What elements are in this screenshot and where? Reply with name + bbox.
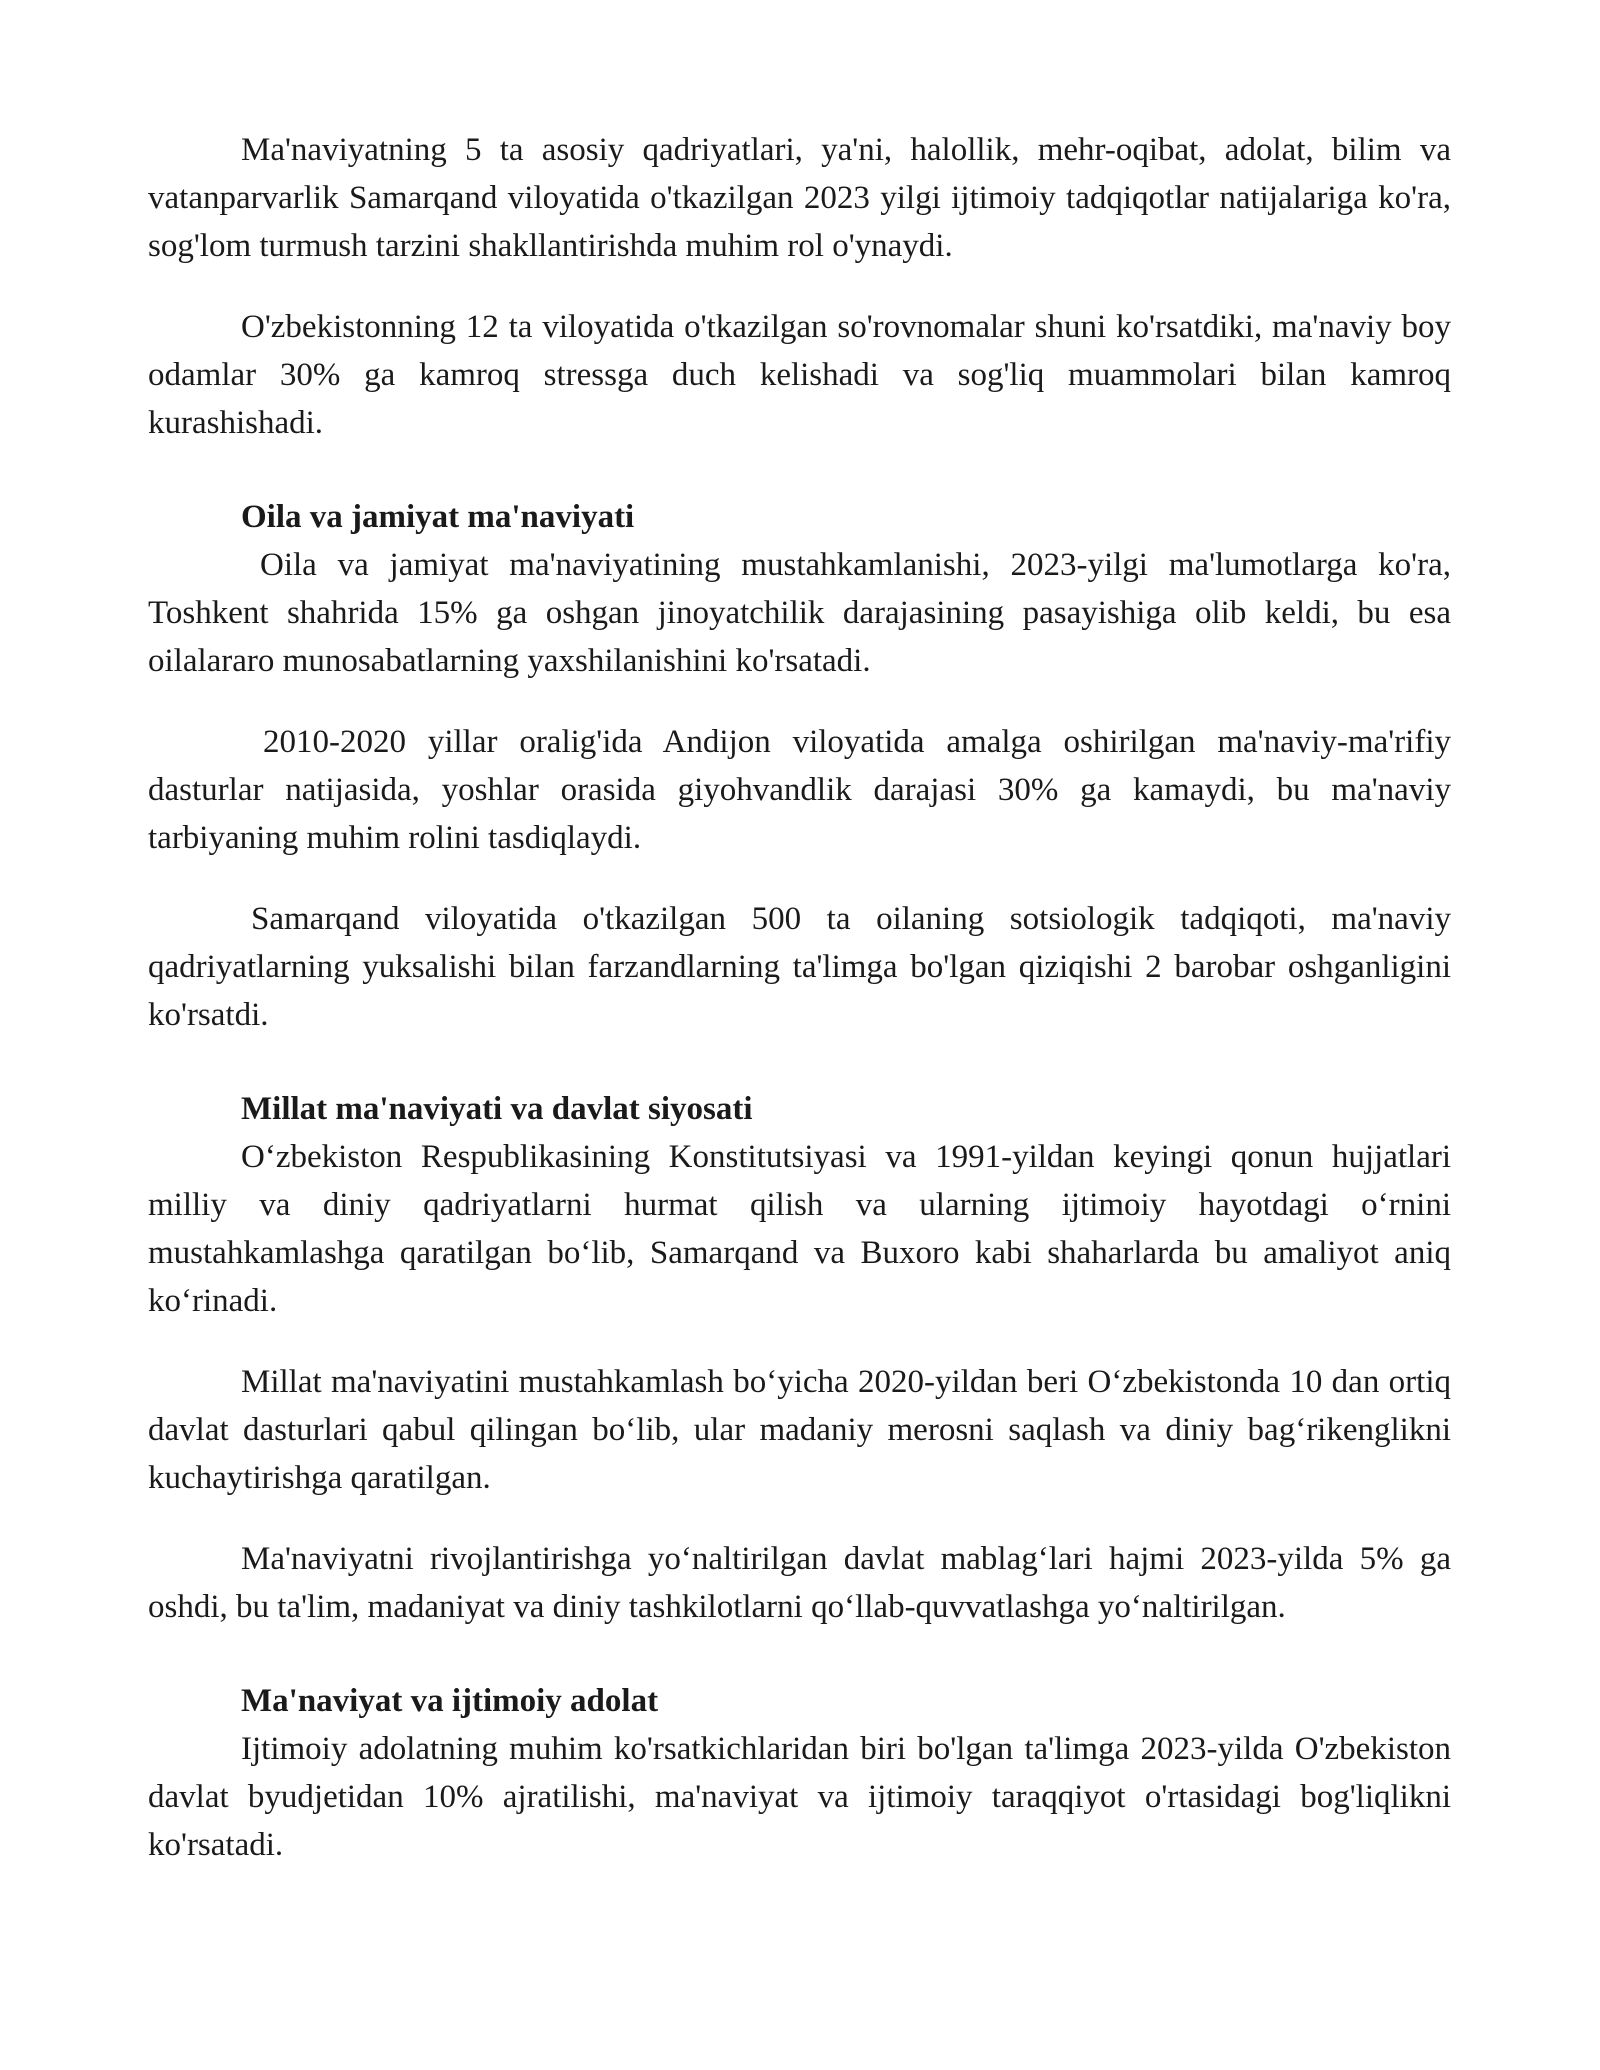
paragraph-intro-1: Ma'naviyatning 5 ta asosiy qadriyatlari, ya'ni, halollik, mehr-oqibat, adolat, bilim va vatanparvarlik Samarqand viloyatida o'tkazilgan 2023 yilgi ijtimoiy tadqiqotlar natijalariga ko'ra, sog'lom turmush tarzini shakllantirishda muhim rol o'ynaydi. — [148, 132, 1451, 264]
paragraph-nation-1: O‘zbekiston Respublikasining Konstitutsiyasi va 1991-yildan keyingi qonun hujjatlari milliy va diniy qadriyatlarni hurmat qilish va ularning ijtimoiy hayotdagi o‘rnini mustahkamlashga qaratilgan bo‘lib, Samarqand va Buxoro kabi shaharlarda bu amaliyot aniq ko‘rinadi. — [148, 1139, 1451, 1319]
heading-justice: Ma'naviyat va ijtimoiy adolat — [241, 1683, 659, 1719]
paragraph-nation-3: Ma'naviyatni rivojlantirishga yo‘naltirilgan davlat mablag‘lari hajmi 2023-yilda 5% ga oshdi, bu ta'lim, madaniyat va diniy tashkilotlarni qo‘llab-quvvatlashga yo‘naltirilgan. — [148, 1541, 1451, 1625]
paragraph-intro-2: O'zbekistonning 12 ta viloyatida o'tkazilgan so'rovnomalar shuni ko'rsatdiki, ma'naviy boy odamlar 30% ga kamroq stressga duch kelishadi va sog'liq muammolari bilan kamroq kurashishadi. — [148, 309, 1451, 441]
paragraph-family-3: Samarqand viloyatida o'tkazilgan 500 ta oilaning sotsiologik tadqiqoti, ma'naviy qadriyatlarning yuksalishi bilan farzandlarning ta'limga bo'lgan qiziqishi 2 barobar oshganligini ko'rsatdi. — [148, 901, 1451, 1033]
paragraph-justice-1: Ijtimoiy adolatning muhim ko'rsatkichlaridan biri bo'lgan ta'limga 2023-yilda O'zbekiston davlat byudjetidan 10% ajratilishi, ma'naviyat va ijtimoiy taraqqiyot o'rtasidagi bog'liqlikni ko'rsatadi. — [148, 1731, 1451, 1863]
heading-nation: Millat ma'naviyati va davlat siyosati — [241, 1091, 753, 1127]
paragraph-nation-2: Millat ma'naviyatini mustahkamlash bo‘yicha 2020-yildan beri O‘zbekistonda 10 dan ortiq davlat dasturlari qabul qilingan bo‘lib, ular madaniy merosni saqlash va diniy bag‘rikenglikni kuchaytirishga qaratilgan. — [148, 1364, 1451, 1496]
paragraph-family-2: 2010-2020 yillar oralig'ida Andijon viloyatida amalga oshirilgan ma'naviy-ma'rifiy dasturlar natijasida, yoshlar orasida giyohvandlik darajasi 30% ga kamaydi, bu ma'naviy tarbiyaning muhim rolini tasdiqlaydi. — [148, 724, 1451, 856]
document-body — [148, 126, 1451, 1902]
paragraph-family-1: Oila va jamiyat ma'naviyatining mustahkamlanishi, 2023-yilgi ma'lumotlarga ko'ra, Toshkent shahrida 15% ga oshgan jinoyatchilik darajasining pasayishiga olib keldi, bu esa oilalararo munosabatlarning yaxshilanishini ko'rsatadi. — [148, 547, 1451, 679]
heading-family: Oila va jamiyat ma'naviyati — [241, 499, 635, 535]
